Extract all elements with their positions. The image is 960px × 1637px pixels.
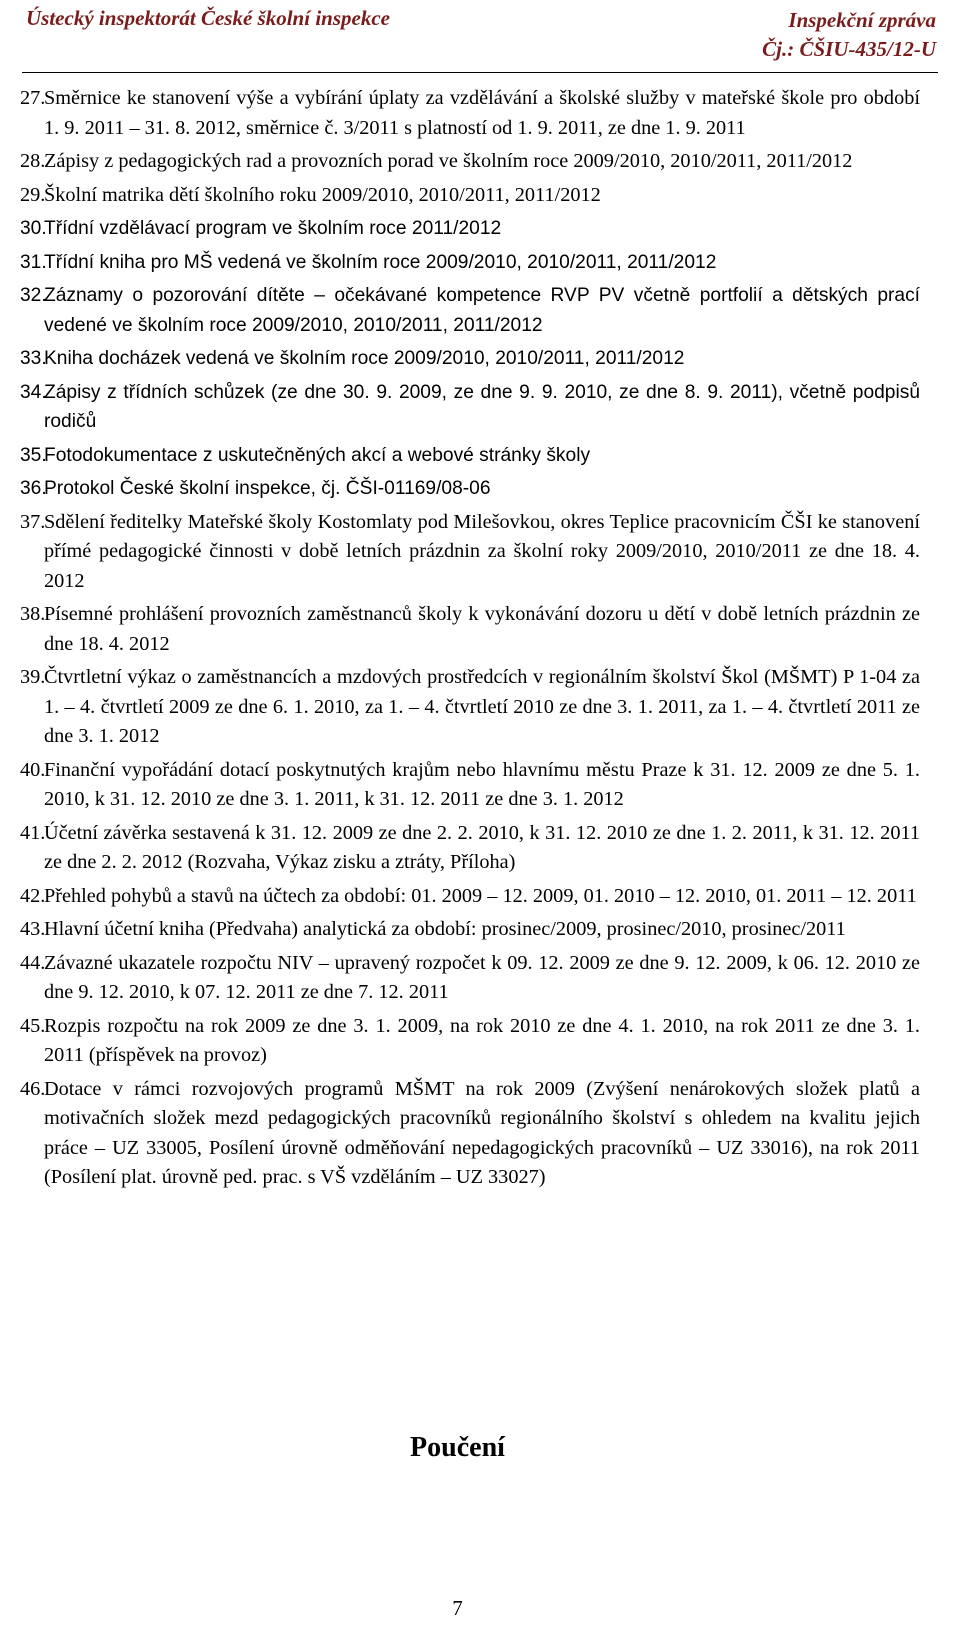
list-item-text: Rozpis rozpočtu na rok 2009 ze dne 3. 1. 2009, na rok 2010 ze dne 4. 1. 2010, na rok 2011 ze dne 3. 1. 2011 (příspěvek na provoz) [44,1014,920,1066]
list-item-text: Účetní závěrka sestavená k 31. 12. 2009 ze dne 2. 2. 2010, k 31. 12. 2010 ze dne 1. 2. 2011, k 31. 12. 2011 ze dne 2. 2. 2012 (Rozvaha, Výkaz zisku a ztráty, Příloha) [44,821,920,873]
list-item-text: Protokol České školní inspekce, čj. ČŠI-01169/08-06 [44,478,491,499]
section-title: Poučení [410,1432,505,1463]
list-item-text: Třídní vzdělávací program ve školním roce 2011/2012 [44,218,502,239]
list-item-text: Písemné prohlášení provozních zaměstnanců školy k vykonávání dozoru u dětí v době letních prázdnin ze dne 18. 4. 2012 [44,603,920,655]
list-item [22,882,920,912]
list-item [22,1012,920,1071]
list-item-text: Čtvrtletní výkaz o zaměstnancích a mzdových prostředcích v regionálním školství Škol (MŠMT) P 1-04 za 1. – 4. čtvrtletí 2009 ze dne 6. 1. 2010, za 1. – 4. čtvrtletí 2010 ze dne 3. 1. 2011, za 1. – 4. čtvrtletí 2011 ze dne 3. 1. 2012 [44,666,920,747]
list-item-number: 28. [20,150,46,172]
list-item-text: Záznamy o pozorování dítěte – očekávané kompetence RVP PV včetně portfolií a dětských prací vedené ve školním roce 2009/2010, 2010/2011, 2011/2012 [44,285,920,336]
list-item [22,84,920,143]
list-item [22,663,920,752]
list-item-text: Finanční vypořádání dotací poskytnutých krajům nebo hlavnímu městu Praze k 31. 12. 2009 ze dne 5. 1. 2010, k 31. 12. 2010 ze dne 3. 1. 2011, k 31. 12. 2011 ze dne 3. 1. 2012 [44,758,920,810]
list-item [22,378,920,437]
list-item-text: Sdělení ředitelky Mateřské školy Kostomlaty pod Milešovkou, okres Teplice pracovnicím ČŠI ke stanovení přímé pedagogické činnosti v době letních prázdnin za školní roky 2009/2010, 2010/2011 ze dne 18. 4. 2012 [44,510,920,592]
list-item-number: 32. [20,285,47,306]
list-item-number: 38. [20,603,46,625]
list-item-number: 31. [20,251,47,273]
list-item-text: Kniha docházek vedená ve školním roce 2009/2010, 2010/2011, 2011/2012 [44,348,685,369]
list-item [22,949,920,1008]
list-item-text: Dotace v rámci rozvojových programů MŠMT na rok 2009 (Zvýšení nenárokových složek platů a motivačních složek mezd pedagogických pracovníků regionálního školství s ohledem na kvalitu jejich práce – UZ 33005, Posílení úrovně odměňování nepedagogických pracovníků – UZ 33016), na rok 2011 (Posílení plat. úrovně ped. prac. s VŠ vzděláním – UZ 33027) [44,1077,920,1188]
list-item-number: 43. [20,918,46,940]
list-item-number: 44. [20,951,46,974]
header-report-title: Inspekční zpráva [788,8,936,32]
list-item-number: 29. [20,183,46,206]
page-header [22,4,938,73]
list-item-number: 35. [20,444,47,466]
document-list [22,84,920,1197]
list-item-number: 27. [20,87,46,109]
header-report-info [762,6,936,64]
list-item [22,508,920,597]
page-number: 7 [452,1596,463,1620]
list-item [22,147,920,177]
header-reference-number: Čj.: ČŠIU-435/12-U [762,37,936,61]
list-item-text: Zápisy z pedagogických rad a provozních porad ve školním roce 2009/2010, 2010/2011, 2011/2012 [44,150,853,172]
list-item [22,756,920,815]
list-item-number: 40. [20,758,46,781]
list-item [22,344,920,374]
list-item-number: 33. [20,348,47,369]
list-item-number: 41. [20,821,46,844]
list-item [22,819,920,878]
list-item [22,441,920,471]
header-institution: Ústecký inspektorát České školní inspekce [26,6,390,30]
list-item [22,1075,920,1193]
list-item-number: 34. [20,381,47,403]
list-item-text: Přehled pohybů a stavů na účtech za období: 01. 2009 – 12. 2009, 01. 2010 – 12. 2010, 01. 2011 – 12. 2011 [44,884,917,907]
list-item [22,214,920,244]
list-item-text: Závazné ukazatele rozpočtu NIV – upravený rozpočet k 09. 12. 2009 ze dne 9. 12. 2009, k 06. 12. 2010 ze dne 9. 12. 2010, k 07. 12. 2011 ze dne 7. 12. 2011 [44,951,920,1003]
list-item-number: 37. [20,510,46,533]
list-item-number: 30. [20,218,47,239]
list-item [22,474,920,504]
list-item [22,281,920,340]
list-item-number: 46. [20,1077,46,1100]
list-item [22,600,920,659]
list-item-text: Hlavní účetní kniha (Předvaha) analytická za období: prosinec/2009, prosinec/2010, prosinec/2011 [44,918,846,940]
list-item-text: Zápisy z třídních schůzek (ze dne 30. 9. 2009, ze dne 9. 9. 2010, ze dne 8. 9. 2011), včetně podpisů rodičů [44,381,920,432]
list-item-text: Školní matrika dětí školního roku 2009/2010, 2010/2011, 2011/2012 [44,183,601,206]
list-item-number: 36. [20,478,47,499]
list-item-number: 39. [20,666,46,688]
list-item-text: Směrnice ke stanovení výše a vybírání úplaty za vzdělávání a školské služby v mateřské škole pro období 1. 9. 2011 – 31. 8. 2012, směrnice č. 3/2011 s platností od 1. 9. 2011, ze dne 1. 9. 2011 [44,87,920,139]
list-item [22,181,920,211]
list-item-number: 42. [20,884,46,907]
list-item-text: Fotodokumentace z uskutečněných akcí a webové stránky školy [44,444,591,466]
list-item [22,915,920,945]
list-item-number: 45. [20,1014,46,1037]
list-item-text: Třídní kniha pro MŠ vedená ve školním roce 2009/2010, 2010/2011, 2011/2012 [44,251,717,273]
list-item [22,248,920,278]
